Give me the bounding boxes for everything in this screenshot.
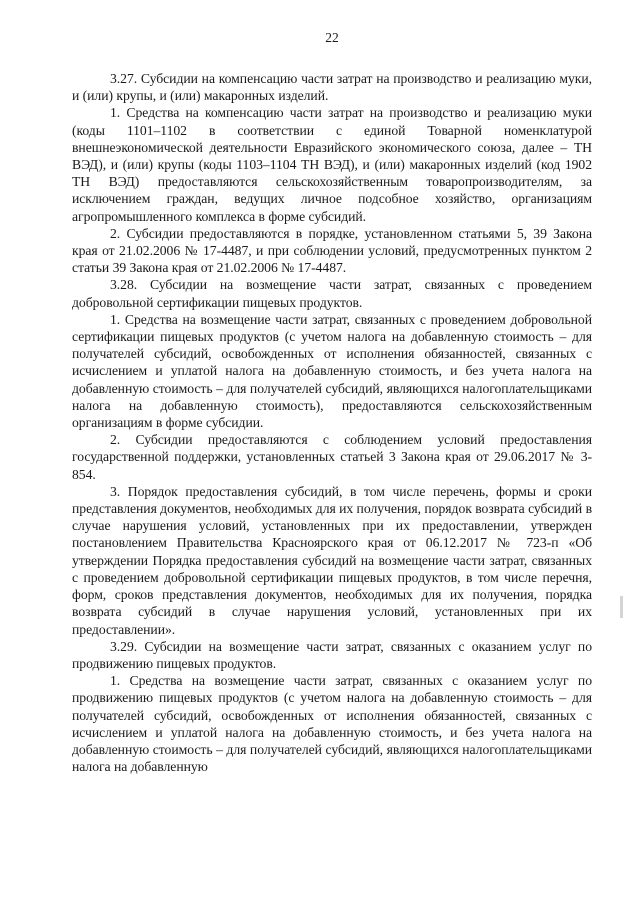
section-heading-3-29: 3.29. Субсидии на возмещение части затрат, связанных с оказанием услуг по продвижению пищевых продуктов. [72,638,592,671]
paragraph: 2. Субсидии предоставляются в порядке, установленном статьями 5, 39 Закона края от 21.02.2006 № 17-4487, и при соблюдении условий, предусмотренных пунктом 2 статьи 39 Закона края от 21.02.2006 № 17-4487. [72,225,592,276]
document-body [72,70,592,775]
scan-margin-mark [620,596,623,618]
paragraph: 1. Средства на компенсацию части затрат на производство и реализацию муки (коды 1101–1102 в соответствии с единой Товарной номенклатурой внешнеэкономической деятельности Евразийского экономического союза, далее – ТН ВЭД), и (или) крупы (коды 1103–1104 ТН ВЭД), и (или) макаронных изделий (код 1902 ТН ВЭД) предоставляются сельскохозяйственным товаропроизводителям, за исключением граждан, ведущих личное подсобное хозяйство, организациям агропромышленного комплекса в форме субсидий. [72,105,592,224]
paragraph: 2. Субсидии предоставляются с соблюдением условий предоставления государственной поддержки, установленных статьей 3 Закона края от 29.06.2017 № 3-854. [72,432,592,482]
section-heading-3-28: 3.28. Субсидии на возмещение части затрат, связанных с проведением добровольной сертификации пищевых продуктов. [72,277,592,310]
page-number: 22 [325,30,339,45]
paragraph: 3. Порядок предоставления субсидий, в том числе перечень, формы и сроки представления документов, необходимых для их получения, порядок возврата субсидий в случае нарушения условий, установленных при их предоставлении, утвержден постановлением Правительства Красноярского края от 06.12.2017 № 723-п «Об утверждении Порядка предоставления субсидий на возмещение части затрат, связанных с проведением добровольной сертификации пищевых продуктов, в том числе перечня, форм, сроков представления документов, необходимых для их получения, порядка возврата субсидий в случае нарушения условий, установленных при их предоставлении». [72,483,592,637]
paragraph: 1. Средства на возмещение части затрат, связанных с проведением добровольной сертификации пищевых продуктов (с учетом налога на добавленную стоимость – для получателей субсидий, освобожденных от исполнения обязанностей, связанных с исчислением и уплатой налога на добавленную стоимость, и без учета налога на добавленную стоимость – для получателей субсидий, являющихся налогоплательщиками налога на добавленную стоимость), предоставляются сельскохозяйственным организациям в форме субсидии. [72,311,592,431]
paragraph: 1. Средства на возмещение части затрат, связанных с оказанием услуг по продвижению пищевых продуктов (с учетом налога на добавленную стоимость – для получателей субсидий, освобожденных от исполнения обязанностей, связанных с исчислением и уплатой налога на добавленную стоимость, и без учета налога на добавленную стоимость – для получателей субсидий, являющихся налогоплательщиками налога на добавленную [72,673,592,775]
section-heading-3-27: 3.27. Субсидии на компенсацию части затрат на производство и реализацию муки, и (или) крупы, и (или) макаронных изделий. [72,71,592,104]
